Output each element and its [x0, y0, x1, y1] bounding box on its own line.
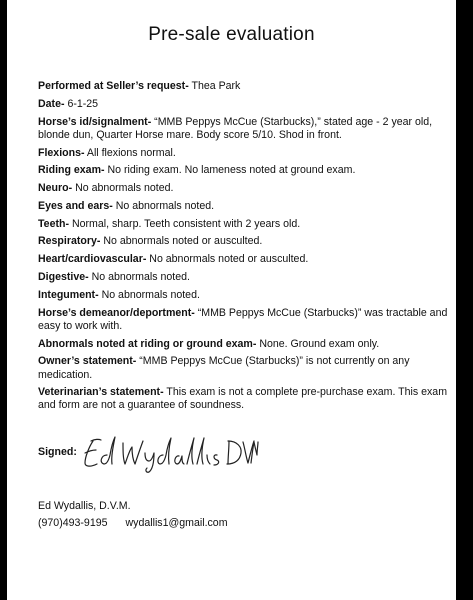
field-teeth	[38, 218, 448, 231]
field-label: Integument-	[38, 288, 99, 301]
field-horse-id	[38, 116, 448, 142]
field-value: This exam is not a complete pre-purchase exam. This exam and form are not a guarantee of soundness.	[38, 386, 448, 412]
field-demeanor	[38, 307, 448, 333]
field-value: No abnormals noted.	[88, 271, 190, 284]
field-eyes-ears	[38, 200, 448, 213]
field-riding-exam	[38, 164, 448, 177]
field-value: “MMB Peppys McCue (Starbucks)” is not currently on any medication.	[38, 355, 410, 381]
field-label: Abnormals noted at riding or ground exam-	[38, 337, 257, 350]
field-label: Respiratory-	[38, 235, 101, 248]
field-label: Digestive-	[38, 271, 89, 284]
field-label: Horse’s demeanor/deportment-	[38, 306, 195, 319]
field-value: 6-1-25	[64, 97, 99, 110]
field-label: Teeth-	[38, 217, 69, 230]
field-neuro	[38, 182, 448, 195]
field-value: No riding exam. No lameness noted at ground exam.	[104, 164, 356, 177]
handwritten-signature	[79, 433, 259, 478]
vet-contact-line	[38, 515, 228, 532]
field-flexions	[38, 147, 448, 160]
page-title: Pre-sale evaluation	[148, 24, 315, 45]
field-respiratory	[38, 235, 448, 248]
field-date	[38, 98, 448, 111]
field-label: Flexions-	[38, 146, 85, 159]
field-abnormals	[38, 338, 448, 351]
field-label: Performed at Seller’s request-	[38, 80, 189, 92]
field-label: Veterinarian’s statement-	[38, 386, 164, 399]
document-page	[7, 0, 456, 600]
field-label: Eyes and ears-	[38, 199, 113, 212]
field-digestive	[38, 271, 448, 284]
field-value: No abnormals noted.	[112, 199, 215, 212]
field-value: “MMB Peppys McCue (Starbucks)” was tractable and easy to work with.	[38, 306, 448, 332]
field-owner-statement	[38, 355, 448, 381]
vet-contact-block	[38, 498, 228, 532]
evaluation-fields	[38, 80, 448, 417]
field-label: Owner’s statement-	[38, 355, 137, 368]
field-label: Heart/cardiovascular-	[38, 253, 147, 266]
field-value: “MMB Peppys McCue (Starbucks),” stated age - 2 year old, blonde dun, Quarter Horse mare. Body score 5/10. Shod in front.	[38, 115, 433, 141]
field-cardiovascular	[38, 253, 448, 266]
field-integument	[38, 289, 448, 302]
field-value: All flexions normal.	[84, 146, 176, 159]
field-vet-statement	[38, 386, 448, 412]
field-label: Neuro-	[38, 182, 73, 195]
vet-name: Ed Wydallis, D.V.M.	[38, 500, 131, 512]
field-label: Riding exam-	[38, 164, 105, 177]
field-value: No abnormals noted or ausculted.	[100, 235, 263, 248]
field-value: No abnormals noted or ausculted.	[146, 253, 309, 266]
email-address: wydallis1@gmail.com	[125, 517, 228, 529]
field-performed-at	[38, 80, 448, 93]
signed-label: Signed:	[38, 446, 77, 458]
field-label: Horse’s id/signalment-	[38, 115, 152, 128]
field-value: None. Ground exam only.	[256, 337, 380, 350]
field-label: Date-	[38, 97, 65, 110]
field-value: No abnormals noted.	[72, 182, 174, 195]
field-value: Normal, sharp. Teeth consistent with 2 years old.	[69, 217, 301, 230]
phone-number: (970)493-9195	[38, 517, 108, 529]
left-border	[0, 0, 7, 600]
field-value: Thea Park	[188, 80, 241, 92]
right-border	[456, 0, 473, 600]
field-value: No abnormals noted.	[98, 288, 200, 301]
